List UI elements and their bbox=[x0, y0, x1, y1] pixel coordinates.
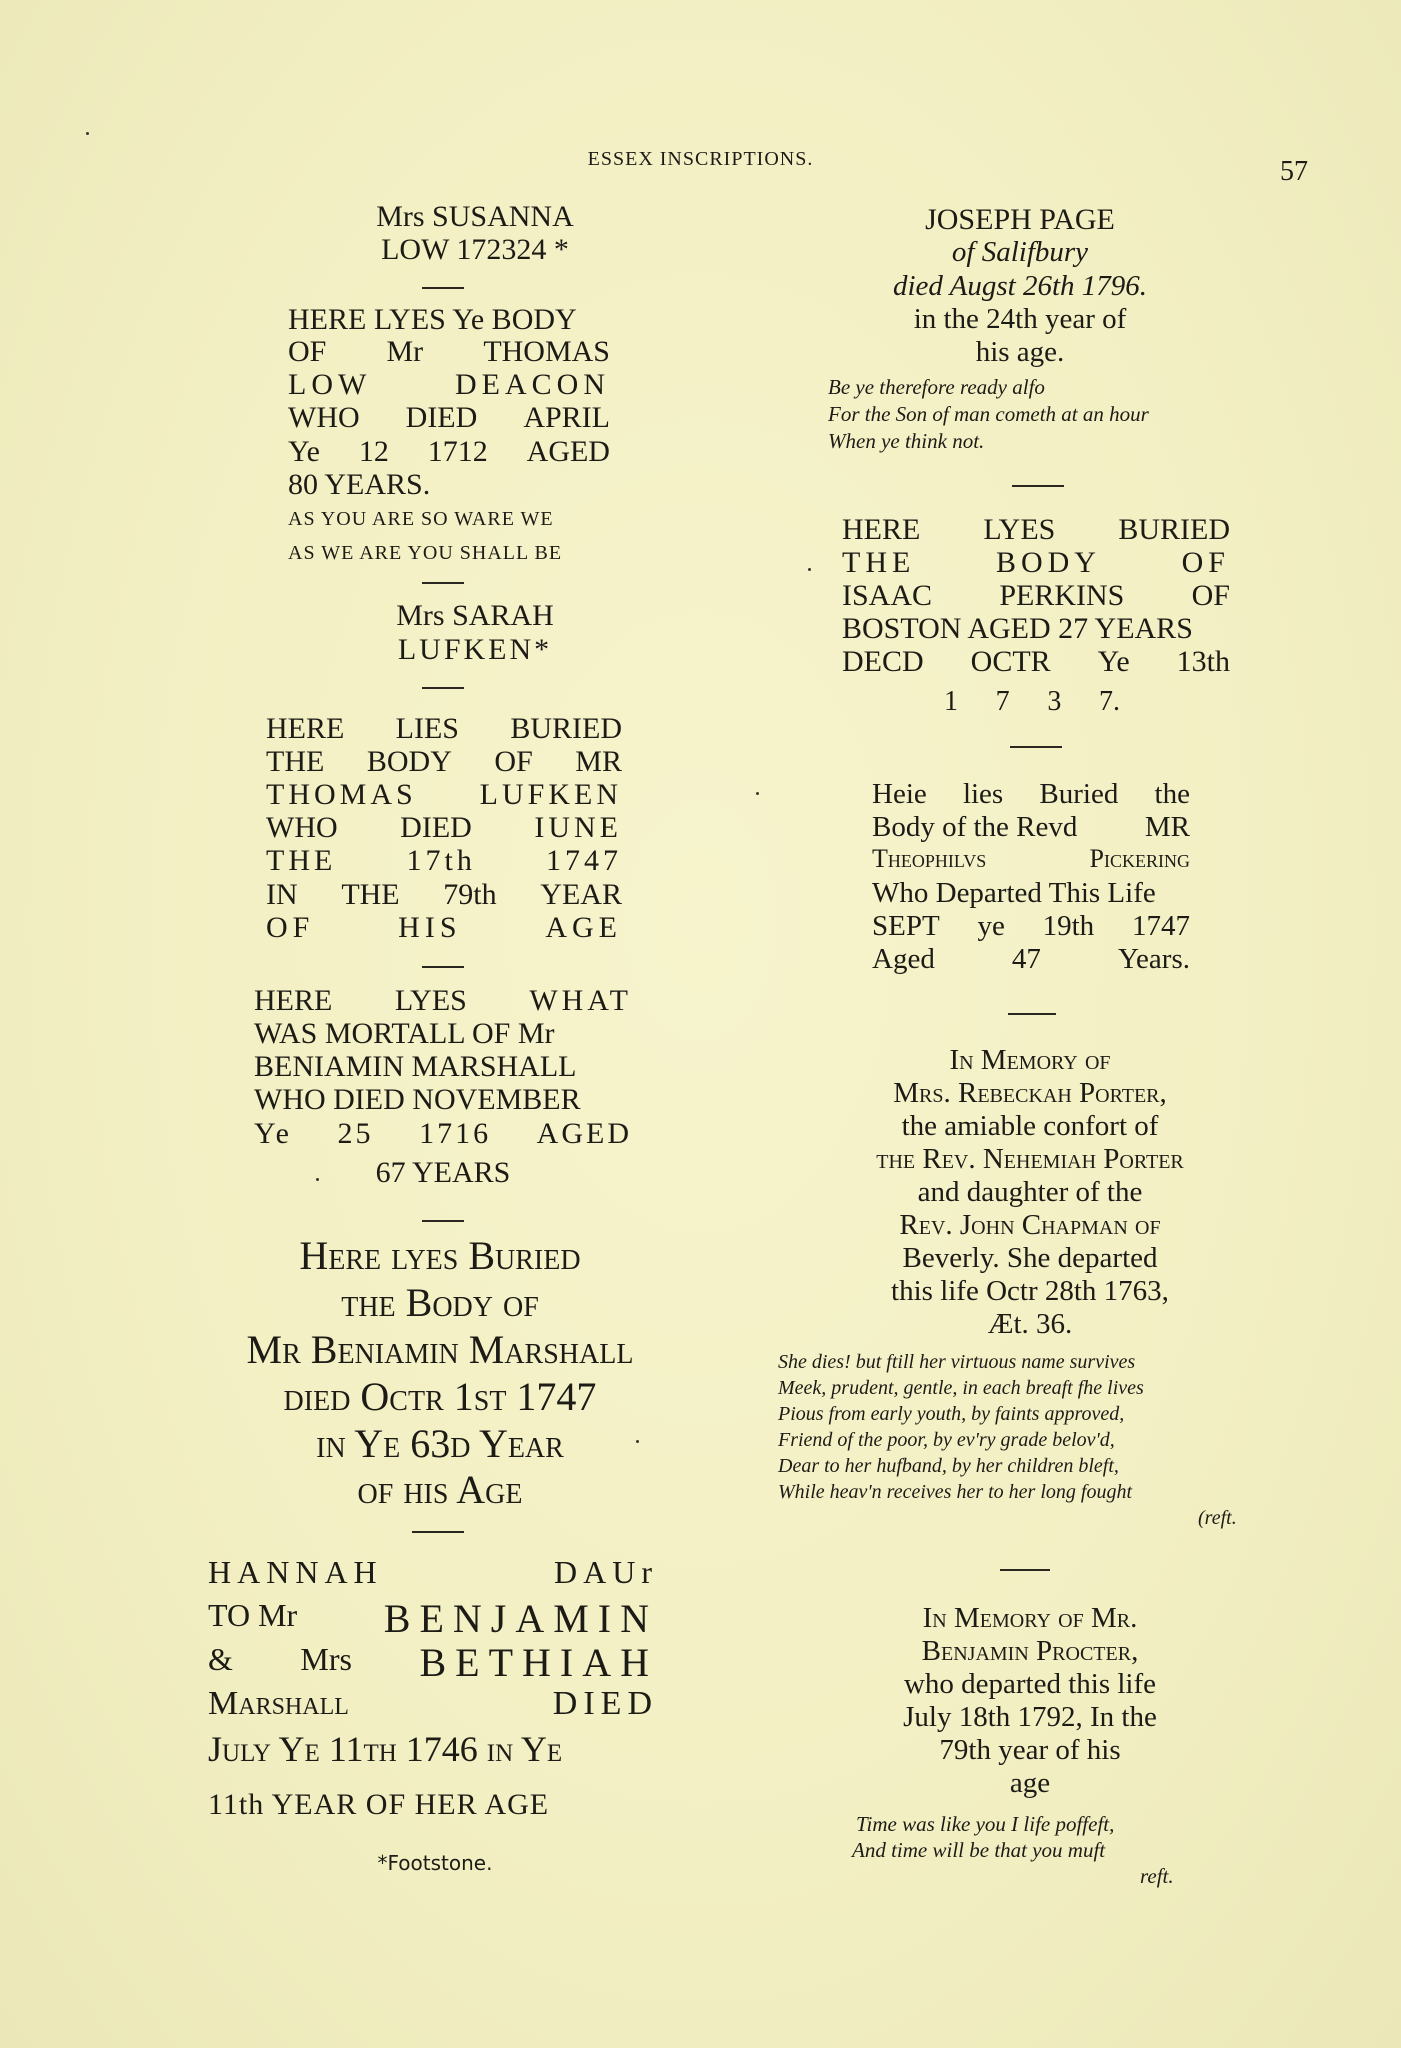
marshall1-line-4: WHO DIED NOVEMBER bbox=[254, 1083, 581, 1116]
porter-verse-7: (reft. bbox=[1198, 1507, 1237, 1529]
word: ye bbox=[977, 910, 1005, 942]
isaac-line-2 bbox=[842, 548, 1230, 578]
porter-verse-3: Pious from early youth, by faints approved, bbox=[778, 1403, 1125, 1425]
word: WHO bbox=[288, 401, 360, 434]
word: ISAAC bbox=[842, 579, 933, 612]
porter-line-7: Beverly. She departed bbox=[902, 1242, 1158, 1274]
word: 13th bbox=[1176, 645, 1230, 678]
sarah-line-1: Mrs SARAH bbox=[396, 599, 554, 632]
running-title: ESSEX INSCRIPTIONS. bbox=[587, 148, 814, 170]
word: SEPT bbox=[872, 910, 940, 942]
joseph-verse-3: When ye think not. bbox=[828, 429, 985, 453]
word: BETHIAH bbox=[419, 1640, 658, 1685]
lufken-line-4 bbox=[266, 813, 622, 843]
thomas-low-line-3 bbox=[288, 370, 610, 400]
marshall1-line-1 bbox=[254, 986, 632, 1016]
marshall2-line-2: the Body of bbox=[341, 1280, 539, 1325]
word: & bbox=[208, 1641, 233, 1677]
paper-speck bbox=[756, 792, 759, 795]
paper-speck bbox=[316, 1178, 319, 1181]
isaac-line-4: BOSTON AGED 27 YEARS bbox=[842, 612, 1193, 645]
word: Body of the Revd bbox=[872, 811, 1078, 843]
word: 47 bbox=[1011, 943, 1041, 975]
word: AGED bbox=[526, 435, 610, 468]
word: THE bbox=[341, 878, 400, 911]
divider bbox=[422, 582, 464, 584]
porter-line-9: Æt. 36. bbox=[987, 1308, 1073, 1340]
word: LUFKEN bbox=[479, 778, 622, 811]
porter-verse-5: Dear to her hufband, by her children bleft, bbox=[778, 1455, 1119, 1477]
joseph-line-1: JOSEPH PAGE bbox=[925, 203, 1115, 236]
word: lies bbox=[962, 778, 1004, 810]
word: Mr bbox=[386, 335, 424, 368]
word: 1747 bbox=[545, 844, 622, 877]
word: WHO bbox=[266, 811, 338, 844]
hannah-line-5: July Ye 11th 1746 in Ye bbox=[208, 1729, 563, 1769]
lufken-line-2 bbox=[266, 747, 622, 777]
hannah-line-3 bbox=[208, 1640, 658, 1685]
divider bbox=[1000, 1569, 1050, 1571]
word: 79th bbox=[443, 878, 497, 911]
pickering-line-4: Who Departed This Life bbox=[872, 877, 1156, 909]
procter-line-5: 79th year of his bbox=[939, 1734, 1121, 1766]
lufken-line-5 bbox=[266, 846, 622, 876]
word: BURIED bbox=[1118, 513, 1230, 546]
divider bbox=[1008, 1013, 1056, 1015]
word: YEAR bbox=[540, 878, 622, 911]
word: Ye bbox=[288, 435, 320, 468]
procter-line-3: who departed this life bbox=[903, 1668, 1157, 1700]
word: OF bbox=[494, 745, 533, 778]
thomas-low-line-1: HERE LYES Ye BODY bbox=[288, 303, 577, 336]
thomas-low-epitaph-1: AS YOU ARE SO WARE WE bbox=[288, 508, 554, 530]
word: HANNAH bbox=[208, 1554, 383, 1590]
procter-line-2: Benjamin Procter, bbox=[921, 1635, 1139, 1667]
word: 1716 bbox=[419, 1117, 492, 1150]
lufken-line-6 bbox=[266, 880, 622, 910]
marshall2-line-6: of his Age bbox=[357, 1467, 523, 1512]
page-number: 57 bbox=[1280, 156, 1308, 187]
word: DEACON bbox=[455, 368, 610, 401]
divider bbox=[422, 687, 464, 689]
word: OF bbox=[266, 911, 315, 944]
word: WHAT bbox=[529, 984, 632, 1017]
thomas-low-epitaph-2: AS WE ARE YOU SHALL BE bbox=[288, 542, 563, 564]
word: DECD bbox=[842, 645, 924, 678]
isaac-line-5 bbox=[842, 647, 1230, 677]
word: THOMAS bbox=[483, 335, 610, 368]
thomas-low-line-5 bbox=[288, 437, 610, 467]
isaac-line-3 bbox=[842, 581, 1230, 611]
marshall1-line-5 bbox=[254, 1119, 632, 1149]
word: HIS bbox=[398, 911, 462, 944]
word: HERE bbox=[842, 513, 921, 546]
isaac-line-6 bbox=[944, 688, 1120, 716]
word: 1 bbox=[944, 686, 958, 717]
word: 17th bbox=[406, 844, 476, 877]
marshall2-line-3: Mr Beniamin Marshall bbox=[246, 1327, 634, 1372]
porter-line-5: and daughter of the bbox=[917, 1176, 1143, 1208]
divider bbox=[422, 966, 464, 968]
word: BENJAMIN bbox=[383, 1596, 658, 1641]
word: Mrs bbox=[300, 1641, 352, 1677]
word: THE bbox=[842, 546, 916, 579]
word: LYES bbox=[394, 984, 467, 1017]
joseph-verse-1: Be ye therefore ready alfo bbox=[828, 375, 1045, 399]
word: Years. bbox=[1118, 943, 1190, 975]
word: MR bbox=[1144, 811, 1190, 843]
word: DIED bbox=[400, 811, 472, 844]
divider bbox=[412, 1531, 464, 1533]
porter-line-3: the amiable confort of bbox=[901, 1110, 1159, 1142]
divider bbox=[422, 1220, 464, 1222]
procter-line-6: age bbox=[1009, 1767, 1051, 1799]
word: 12 bbox=[358, 435, 389, 468]
lufken-line-1 bbox=[266, 714, 622, 744]
word: TO Mr bbox=[208, 1597, 298, 1633]
procter-verse-1: Time was like you I life poffeft, bbox=[856, 1812, 1115, 1836]
marshall1-line-2: WAS MORTALL OF Mr bbox=[254, 1017, 555, 1050]
word: LIES bbox=[395, 712, 459, 745]
word: AGE bbox=[545, 911, 622, 944]
word: THE bbox=[266, 844, 337, 877]
word: Heie bbox=[872, 778, 927, 810]
hannah-line-1 bbox=[208, 1556, 658, 1588]
thomas-low-line-2 bbox=[288, 337, 610, 367]
joseph-line-2: of Salifbury bbox=[951, 236, 1089, 268]
word: OF bbox=[1181, 546, 1230, 579]
hannah-line-6: 11th YEAR OF HER AGE bbox=[208, 1788, 550, 1821]
joseph-line-3: died Augst 26th 1796. bbox=[892, 270, 1148, 302]
porter-line-6: Rev. John Chapman of bbox=[899, 1209, 1161, 1241]
paper-speck bbox=[636, 1440, 639, 1443]
word: BODY bbox=[995, 546, 1101, 579]
paper-speck bbox=[808, 568, 811, 571]
porter-line-1: In Memory of bbox=[949, 1044, 1111, 1076]
word: OF bbox=[1191, 579, 1230, 612]
porter-line-8: this life Octr 28th 1763, bbox=[891, 1275, 1169, 1307]
sarah-line-2: LUFKEN* bbox=[397, 633, 553, 666]
porter-verse-2: Meek, prudent, gentle, in each breaft fhe lives bbox=[778, 1377, 1144, 1399]
divider bbox=[1010, 746, 1062, 748]
word: PERKINS bbox=[999, 579, 1125, 612]
word: Theophilvs bbox=[872, 844, 987, 873]
marshall2-line-1: Here lyes Buried bbox=[299, 1233, 581, 1278]
marshall1-line-3: BENIAMIN MARSHALL bbox=[254, 1050, 577, 1083]
word: 7 bbox=[995, 686, 1010, 717]
procter-line-4: July 18th 1792, In the bbox=[903, 1701, 1157, 1733]
word: OF bbox=[288, 335, 327, 368]
pickering-line-2 bbox=[872, 813, 1190, 842]
footnote: *Footstone. bbox=[377, 1851, 493, 1875]
word: BODY bbox=[366, 745, 452, 778]
word: APRIL bbox=[523, 401, 610, 434]
word: Pickering bbox=[1089, 844, 1190, 873]
procter-verse-2: And time will be that you muft bbox=[852, 1838, 1106, 1862]
isaac-line-1 bbox=[842, 515, 1230, 545]
porter-verse-4: Friend of the poor, by ev'ry grade belov'd, bbox=[778, 1429, 1115, 1451]
word: MR bbox=[575, 745, 622, 778]
paper-speck bbox=[86, 132, 89, 135]
pickering-line-1 bbox=[872, 780, 1190, 809]
pickering-line-3 bbox=[872, 846, 1190, 872]
marshall2-line-5: in Ye 63d Year bbox=[316, 1421, 564, 1466]
joseph-line-5: his age. bbox=[975, 336, 1065, 368]
marshall2-line-4: died Octr 1st 1747 bbox=[283, 1374, 597, 1419]
word: 1712 bbox=[427, 435, 488, 468]
word: 3 bbox=[1047, 686, 1062, 717]
word: 19th bbox=[1042, 910, 1095, 942]
susanna-line-2: LOW 172324 * bbox=[381, 233, 569, 266]
porter-line-4: the Rev. Nehemiah Porter bbox=[876, 1143, 1184, 1175]
word: Ye bbox=[254, 1117, 292, 1150]
word: DIED bbox=[405, 401, 478, 434]
marshall1-line-6: 67 YEARS bbox=[375, 1156, 511, 1189]
word: IUNE bbox=[534, 811, 622, 844]
word: 7. bbox=[1098, 686, 1120, 717]
word: 1747 bbox=[1131, 910, 1190, 942]
lufken-line-7 bbox=[266, 913, 622, 943]
word: LOW bbox=[288, 368, 372, 401]
hannah-line-4 bbox=[208, 1687, 658, 1721]
procter-line-1: In Memory of Mr. bbox=[922, 1602, 1138, 1634]
word: HERE bbox=[266, 712, 345, 745]
word: HERE bbox=[254, 984, 333, 1017]
word: DIED bbox=[552, 1685, 658, 1722]
word: THOMAS bbox=[266, 778, 417, 811]
porter-line-2: Mrs. Rebeckah Porter, bbox=[893, 1077, 1167, 1109]
word: 25 bbox=[337, 1117, 374, 1150]
word: DAUr bbox=[554, 1554, 658, 1590]
porter-verse-1: She dies! but ftill her virtuous name survives bbox=[778, 1351, 1136, 1373]
pickering-line-6 bbox=[872, 945, 1190, 974]
divider bbox=[1012, 485, 1064, 487]
word: the bbox=[1154, 778, 1190, 810]
word: BURIED bbox=[510, 712, 622, 745]
word: AGED bbox=[536, 1117, 632, 1150]
word: IN bbox=[266, 878, 298, 911]
pickering-line-5 bbox=[872, 912, 1190, 941]
joseph-verse-2: For the Son of man cometh at an hour bbox=[828, 402, 1149, 426]
word: LYES bbox=[983, 513, 1056, 546]
word: Aged bbox=[872, 943, 935, 975]
word: Marshall bbox=[208, 1685, 349, 1722]
thomas-low-line-6: 80 YEARS. bbox=[288, 468, 431, 501]
word: OCTR bbox=[970, 645, 1051, 678]
divider bbox=[422, 287, 464, 289]
word: THE bbox=[266, 745, 325, 778]
porter-verse-6: While heav'n receives her to her long fought bbox=[778, 1481, 1132, 1503]
hannah-line-2 bbox=[208, 1596, 658, 1641]
word: Ye bbox=[1097, 645, 1130, 678]
joseph-line-4: in the 24th year of bbox=[913, 303, 1127, 335]
procter-verse-3: reft. bbox=[1140, 1864, 1174, 1888]
thomas-low-line-4 bbox=[288, 403, 610, 433]
word: Buried bbox=[1039, 778, 1119, 810]
susanna-line-1: Mrs SUSANNA bbox=[376, 200, 574, 233]
lufken-line-3 bbox=[266, 780, 622, 810]
